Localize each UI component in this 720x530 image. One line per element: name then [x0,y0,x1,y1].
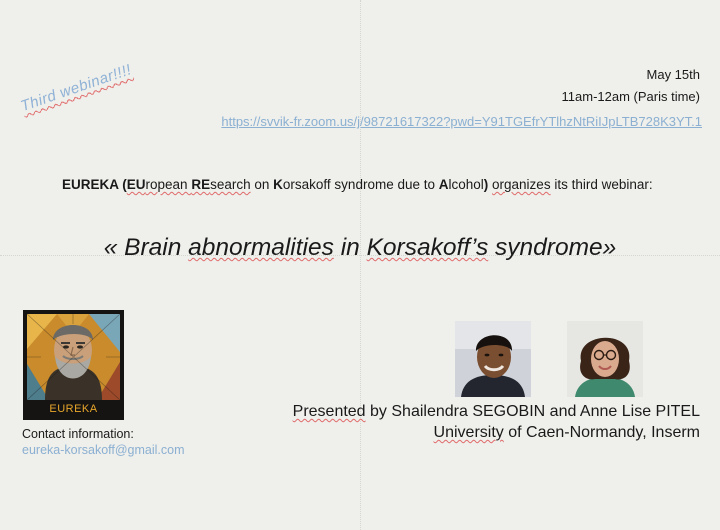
intro-on: on [250,177,274,192]
presenter-photo-pitel [567,321,643,397]
title-abnormalities: abnormalities [188,234,334,261]
korsakoff-portrait-icon [27,314,120,400]
intro-paren-open: ( [118,177,127,192]
third-webinar-stamp: Third webinar!!!! [18,61,134,115]
intro-a: A [438,177,449,192]
contact-label: Contact information: [22,427,134,441]
affiliation-rest: of Caen-Normandy, Inserm [503,424,700,441]
presenters-line [293,403,700,421]
intro-org: EUREKA [62,177,119,192]
intro-paren-close: ) [483,177,493,192]
intro-organizes: organizes [492,177,551,192]
intro-tail: its third webinar: [550,177,653,192]
presented-word: Presented [292,403,366,420]
guide-line-vertical [360,0,361,530]
zoom-link[interactable]: https://svvik-fr.zoom.us/j/98721617322?pwd=Y91TGEfrYTlhzNtRiIJpLTB728K3YT.1 [221,114,702,129]
contact-email-link[interactable]: eureka-korsakoff@gmail.com [22,443,185,457]
affiliation-line [434,424,700,442]
event-time: 11am-12am (Paris time) [561,89,700,104]
title-korsakoffs: Korsakoff’s [366,234,489,261]
intro-k: K [273,177,283,192]
event-date: May 15th [646,67,700,82]
webinar-title: « Brain abnormalities in Korsakoff’s syndrome» [103,234,617,261]
presenter-photo-segobin [455,321,531,397]
university-word: University [433,424,504,441]
eureka-logo [23,310,124,420]
logo-label: EUREKA [49,403,98,415]
intro-sentence [62,177,653,192]
intro-eu-segment: EUropean REsearch [126,177,251,192]
intro-lcohol: lcohol [448,177,484,192]
presenters-names: by Shailendra SEGOBIN and Anne Lise PITEL [365,403,700,420]
intro-orsakoff: orsakoff syndrome due to [282,177,439,192]
